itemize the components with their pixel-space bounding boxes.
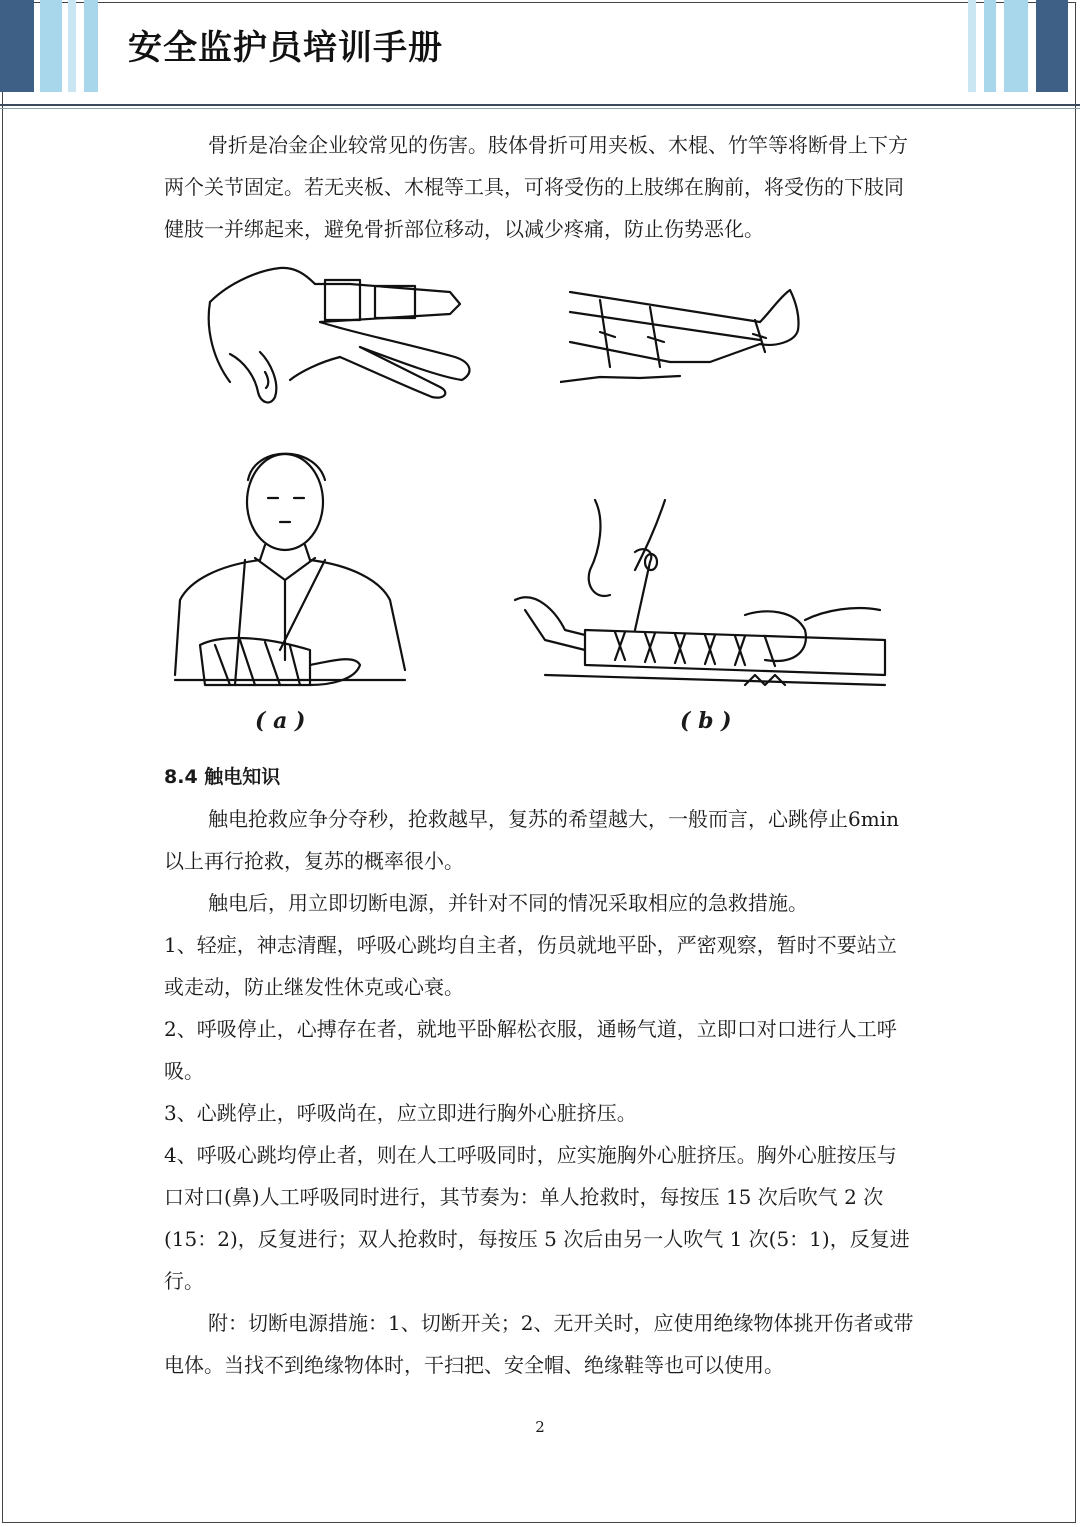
intro-block [164,124,916,250]
header-decoration-right [968,0,1080,92]
section-paragraph-1: 触电抢救应争分夺秒，抢救越早，复苏的希望越大，一般而言，心跳停止6min 以上再行抢救，复苏的概率很小。 [164,807,899,873]
list-item-4: 4、呼吸心跳均停止者，则在人工呼吸同时，应实施胸外心脏挤压。胸外心脏按压与口对口(鼻)人工呼吸同时进行，其节奏为：单人抢救时，每按压 15 次后吹气 2 次(15：2)，反复进行；双人抢救时，每按压 5 次后由另一人吹气 1 次(5：1)，反复进行。 [164,1143,910,1293]
section-electric-shock [164,756,916,1386]
header-decoration-left [0,0,115,92]
list-item-1: 1、轻症，神志清醒，呼吸心跳均自主者，伤员就地平卧，严密观察，暂时不要站立或走动，防止继发性休克或心衰。 [164,933,897,999]
header-divider-thin [0,108,1080,109]
page-title: 安全监护员培训手册 [128,28,443,68]
header-divider [0,104,1080,106]
arm-sling-illustration [160,440,420,690]
intro-paragraph: 骨折是冶金企业较常见的伤害。肢体骨折可用夹板、木棍、竹竿等将断骨上下方两个关节固定。若无夹板、木棍等工具，可将受伤的上肢绑在胸前，将受伤的下肢同健肢一并绑起来，避免骨折部位移动，以减少疼痛，防止伤势恶化。 [164,133,908,241]
leg-bandage-illustration [505,490,895,700]
section-heading: 8.4 触电知识 [164,766,281,788]
page-number: 2 [535,1418,545,1436]
figure-caption-b: ( b ) [680,708,732,734]
note-paragraph: 附：切断电源措施：1、切断开关；2、无开关时，应使用绝缘物体挑开伤者或带电体。当找不到绝缘物体时，干扫把、安全帽、绝缘鞋等也可以使用。 [164,1311,914,1377]
list-item-2: 2、呼吸停止，心搏存在者，就地平卧解松衣服，通畅气道，立即口对口进行人工呼吸。 [164,1017,897,1083]
section-paragraph-2: 触电后，用立即切断电源，并针对不同的情况采取相应的急救措施。 [208,891,808,915]
hand-splint-illustration [200,262,490,412]
figure-caption-a: ( a ) [255,708,306,734]
leg-splint-illustration [560,282,810,392]
list-item-3: 3、心跳停止，呼吸尚在，应立即进行胸外心脏挤压。 [164,1101,637,1125]
